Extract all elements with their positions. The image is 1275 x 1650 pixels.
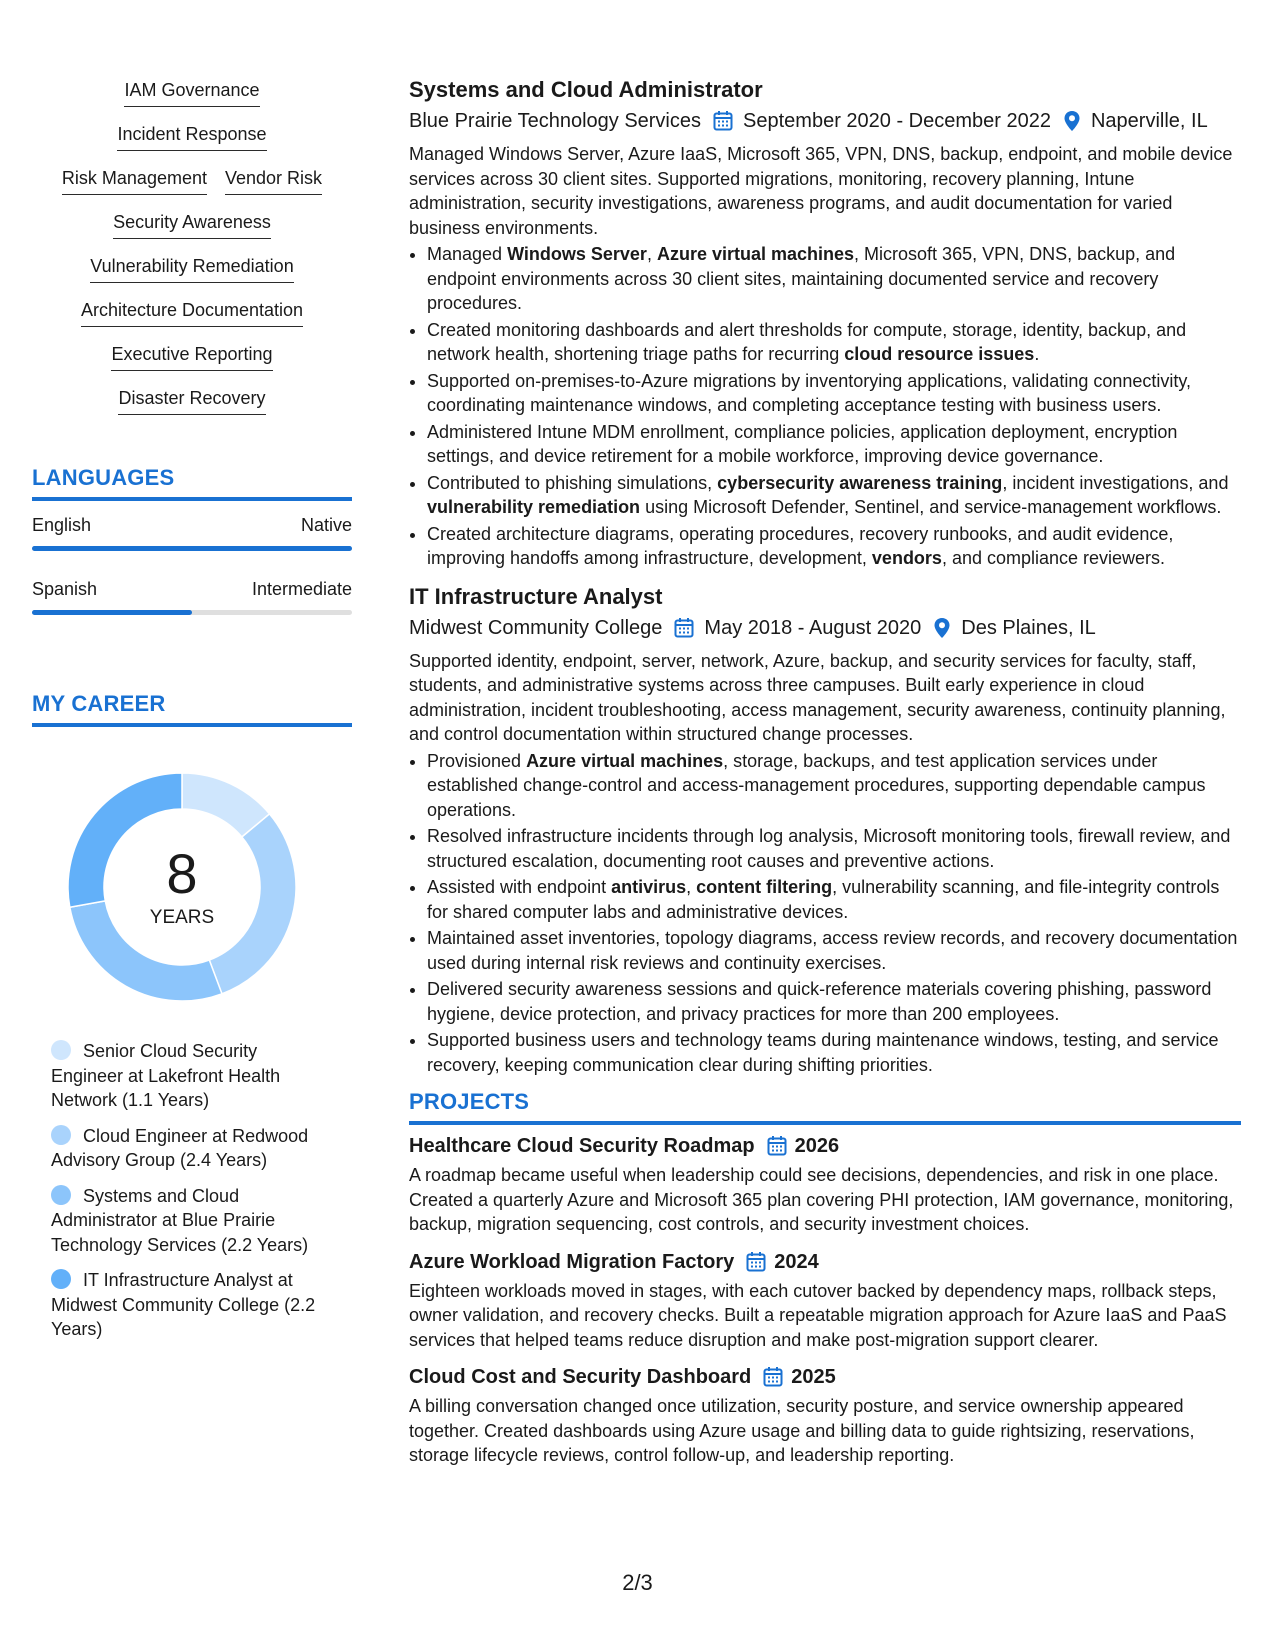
career-section bbox=[32, 691, 352, 1342]
job-bullet bbox=[427, 369, 1241, 418]
bullet-text: Created architecture diagrams, operating procedures, recovery runbooks, and audit evidence, improving handoffs among infrastructure, development, bbox=[427, 523, 1174, 568]
bullet-text: Assisted with endpoint bbox=[427, 877, 612, 897]
job-bullets bbox=[409, 242, 1241, 571]
skill-tag: Risk Management bbox=[62, 166, 207, 195]
job-dates: September 2020 - December 2022 bbox=[743, 110, 1051, 132]
job-bullet bbox=[427, 242, 1241, 316]
project-year: 2025 bbox=[791, 1366, 836, 1388]
bullet-text: Supported business users and technology teams during maintenance windows, testing, and service recovery, keeping communication clear during shifting priorities. bbox=[427, 1030, 1219, 1075]
bullet-text: Provisioned bbox=[427, 750, 527, 771]
job-bullets bbox=[409, 749, 1241, 1078]
language-bar bbox=[32, 610, 352, 615]
skill-tag: Architecture Documentation bbox=[81, 298, 303, 327]
language-name: English bbox=[32, 515, 92, 535]
job-meta bbox=[409, 108, 1241, 134]
project-name: Azure Workload Migration Factory bbox=[409, 1250, 735, 1273]
job-summary: Supported identity, endpoint, server, network, Azure, backup, and security services for faculty, staff, students, and administrative systems across three campuses. Built early experience in cloud administration, incident troubleshooting, access management, security awareness, continuity planning, and control documentation within structured change processes. bbox=[409, 650, 1226, 744]
career-years-label: YEARS bbox=[149, 907, 215, 928]
job-bullet bbox=[427, 471, 1241, 520]
project-title-row bbox=[409, 1249, 1241, 1275]
bullet-keyword: cloud resource issues bbox=[844, 344, 1035, 364]
job-bullet bbox=[427, 977, 1241, 1026]
calendar-icon bbox=[713, 110, 733, 132]
projects-title: PROJECTS bbox=[409, 1089, 530, 1114]
job-meta bbox=[409, 615, 1241, 641]
bullet-keyword: cybersecurity awareness training bbox=[717, 472, 1003, 493]
bullet-text: , storage, backups, and test application services under established change-control and access-management procedures, supporting dependable campus operations. bbox=[427, 750, 1206, 820]
bullet-keyword: Windows Server bbox=[507, 244, 647, 264]
language-bar-fill bbox=[32, 546, 352, 551]
skill-tag: Vulnerability Remediation bbox=[90, 254, 293, 283]
bullet-text: Supported on-premises-to-Azure migrations by inventorying applications, validating connectivity, coordinating maintenance windows, and completing acceptance testing with business users. bbox=[427, 370, 1192, 415]
skill-row bbox=[32, 298, 352, 327]
location-pin-icon bbox=[1063, 110, 1081, 132]
bullet-text: , incident investigations, and bbox=[1002, 472, 1229, 493]
bullet-keyword: Azure virtual machines bbox=[656, 244, 855, 264]
career-legend-label: Senior Cloud Security Engineer at Lakefront Health Network (1.1 Years) bbox=[51, 1041, 281, 1110]
projects-rule bbox=[409, 1121, 1241, 1125]
projects-section bbox=[409, 1089, 1241, 1468]
career-legend-label: Cloud Engineer at Redwood Advisory Group (2.4 Years) bbox=[51, 1125, 309, 1170]
job-company: Blue Prairie Technology Services bbox=[409, 110, 702, 132]
language-level: Intermediate bbox=[251, 579, 352, 599]
language-name: Spanish bbox=[32, 579, 98, 599]
skill-row bbox=[32, 386, 352, 415]
project-entry bbox=[409, 1133, 1241, 1237]
sidebar bbox=[32, 78, 352, 1353]
project-year: 2024 bbox=[774, 1250, 819, 1273]
bullet-text: , vulnerability scanning, and file-integrity controls for shared computer labs and administrative devices. bbox=[427, 877, 1220, 922]
bullet-text: , bbox=[646, 244, 657, 264]
career-legend-item bbox=[51, 1268, 331, 1342]
language-bar-fill bbox=[32, 610, 192, 615]
bullet-text: Created monitoring dashboards and alert thresholds for compute, storage, identity, backup, and network health, shortening triage paths for recurring bbox=[427, 319, 1187, 364]
skill-row bbox=[32, 210, 352, 239]
main-content bbox=[409, 76, 1241, 1468]
skill-tag: IAM Governance bbox=[124, 78, 259, 107]
job-bullet bbox=[427, 1028, 1241, 1077]
languages-rule bbox=[32, 497, 352, 501]
skills-list bbox=[32, 78, 352, 415]
language-bar bbox=[32, 546, 352, 551]
job-bullet bbox=[427, 420, 1241, 469]
location-pin-icon bbox=[933, 617, 951, 639]
project-entry bbox=[409, 1364, 1241, 1468]
career-center bbox=[66, 771, 298, 1003]
skill-tag: Executive Reporting bbox=[111, 342, 272, 371]
language-row bbox=[32, 515, 352, 536]
skill-row bbox=[32, 342, 352, 371]
skill-tag: Incident Response bbox=[117, 122, 266, 151]
job-company: Midwest Community College bbox=[409, 616, 663, 639]
projects-list bbox=[409, 1133, 1241, 1468]
career-total-years: 8 bbox=[166, 842, 198, 905]
bullet-keyword: vulnerability remediation bbox=[427, 497, 641, 517]
language-item bbox=[32, 579, 352, 615]
skill-row bbox=[32, 254, 352, 283]
job-entry bbox=[409, 583, 1241, 1078]
job-dates: May 2018 - August 2020 bbox=[704, 616, 922, 639]
career-legend-item bbox=[51, 1039, 331, 1113]
career-legend-dot bbox=[51, 1125, 71, 1145]
languages-list bbox=[32, 515, 352, 615]
project-title-row bbox=[409, 1133, 1241, 1159]
project-description: Eighteen workloads moved in stages, with each cutover backed by dependency maps, rollback steps, owner validation, and recovery checks. Built a repeatable migration approach for Azure IaaS and PaaS services that helped teams reduce disruption and make post-migration support clearer. bbox=[409, 1280, 1227, 1350]
job-bullet bbox=[427, 318, 1241, 367]
project-description: A roadmap became useful when leadership could see decisions, dependencies, and risk in one place. Created a quarterly Azure and Microsoft 365 plan covering PHI protection, IAM governance, monitoring, backup, migration sequencing, cost controls, and security investment choices. bbox=[409, 1165, 1234, 1234]
calendar-icon bbox=[763, 1366, 783, 1388]
career-legend-label: Systems and Cloud Administrator at Blue Prairie Technology Services (2.2 Years) bbox=[51, 1185, 309, 1255]
job-location: Des Plaines, IL bbox=[961, 616, 1096, 639]
bullet-text: Contributed to phishing simulations, bbox=[427, 472, 718, 493]
bullet-text: Administered Intune MDM enrollment, compliance policies, application deployment, encryption settings, and device retirement for a mobile workforce, improving device governance. bbox=[427, 421, 1178, 466]
career-legend-item bbox=[51, 1124, 331, 1173]
languages-section bbox=[32, 465, 352, 615]
job-entry bbox=[409, 76, 1241, 571]
career-legend-dot bbox=[51, 1185, 71, 1205]
bullet-keyword: Azure virtual machines bbox=[526, 750, 724, 771]
skill-tag: Vendor Risk bbox=[225, 166, 322, 195]
skill-row bbox=[32, 166, 352, 195]
job-location: Naperville, IL bbox=[1090, 110, 1208, 132]
calendar-icon bbox=[674, 617, 694, 639]
bullet-text: , Microsoft 365, VPN, DNS, backup, and endpoint environments across 30 client sites, maintaining documented service and recovery procedures. bbox=[427, 244, 1176, 313]
calendar-icon bbox=[767, 1135, 787, 1157]
language-row bbox=[32, 579, 352, 600]
bullet-text: , and compliance reviewers. bbox=[941, 548, 1166, 568]
job-bullet bbox=[427, 875, 1241, 924]
project-name: Cloud Cost and Security Dashboard bbox=[409, 1366, 752, 1388]
career-rule bbox=[32, 723, 352, 727]
bullet-text: , bbox=[686, 877, 697, 897]
skill-row bbox=[32, 78, 352, 107]
job-title: Systems and Cloud Administrator bbox=[409, 77, 763, 102]
project-description: A billing conversation changed once utilization, security posture, and service ownership appeared together. Created dashboards using Azure usage and billing data to guide rightsizing, reservations, storage lifecycle reviews, control follow-up, and leadership reporting. bbox=[409, 1396, 1195, 1465]
skill-row bbox=[32, 122, 352, 151]
calendar-icon bbox=[746, 1251, 766, 1273]
career-legend-item bbox=[51, 1184, 331, 1258]
bullet-text: . bbox=[1034, 344, 1040, 364]
page-number: 2/3 bbox=[622, 1570, 653, 1595]
bullet-text: Maintained asset inventories, topology diagrams, access review records, and recovery documentation used during internal risk reviews and continuity exercises. bbox=[427, 928, 1238, 973]
project-year: 2026 bbox=[794, 1135, 840, 1157]
skill-tag: Security Awareness bbox=[113, 210, 271, 239]
career-legend-dot bbox=[51, 1040, 71, 1060]
language-level: Native bbox=[300, 515, 352, 535]
project-name: Healthcare Cloud Security Roadmap bbox=[409, 1135, 755, 1157]
job-bullet bbox=[427, 926, 1241, 975]
career-legend-label: IT Infrastructure Analyst at Midwest Community College (2.2 Years) bbox=[51, 1270, 316, 1339]
project-title-row bbox=[409, 1364, 1241, 1390]
career-donut-chart bbox=[66, 771, 298, 1003]
languages-title: LANGUAGES bbox=[32, 465, 175, 490]
bullet-text: using Microsoft Defender, Sentinel, and service-management workflows. bbox=[640, 497, 1222, 517]
job-bullet bbox=[427, 522, 1241, 571]
language-item bbox=[32, 515, 352, 551]
project-entry bbox=[409, 1249, 1241, 1353]
job-bullet bbox=[427, 824, 1241, 873]
job-summary: Managed Windows Server, Azure IaaS, Microsoft 365, VPN, DNS, backup, endpoint, and mobile device services across 30 client sites. Supported migrations, monitoring, recovery planning, Intune administration, security investigations, awareness programs, and audit documentation for varied business environments. bbox=[409, 144, 1233, 238]
bullet-keyword: content filtering bbox=[696, 877, 833, 897]
career-legend-dot bbox=[51, 1269, 71, 1289]
career-legend bbox=[51, 1039, 331, 1342]
career-title: MY CAREER bbox=[32, 691, 166, 716]
bullet-keyword: antivirus bbox=[611, 877, 687, 897]
job-bullet bbox=[427, 749, 1241, 823]
job-title: IT Infrastructure Analyst bbox=[409, 583, 663, 609]
bullet-text: Managed bbox=[427, 244, 508, 264]
skill-tag: Disaster Recovery bbox=[118, 386, 265, 415]
experience-list bbox=[409, 76, 1241, 1077]
bullet-text: Resolved infrastructure incidents through log analysis, Microsoft monitoring tools, firewall review, and structured escalation, documenting root causes and preventive actions. bbox=[427, 826, 1231, 871]
bullet-text: Delivered security awareness sessions and quick-reference materials covering phishing, password hygiene, device protection, and privacy practices for more than 200 employees. bbox=[427, 979, 1212, 1024]
bullet-keyword: vendors bbox=[871, 548, 942, 568]
